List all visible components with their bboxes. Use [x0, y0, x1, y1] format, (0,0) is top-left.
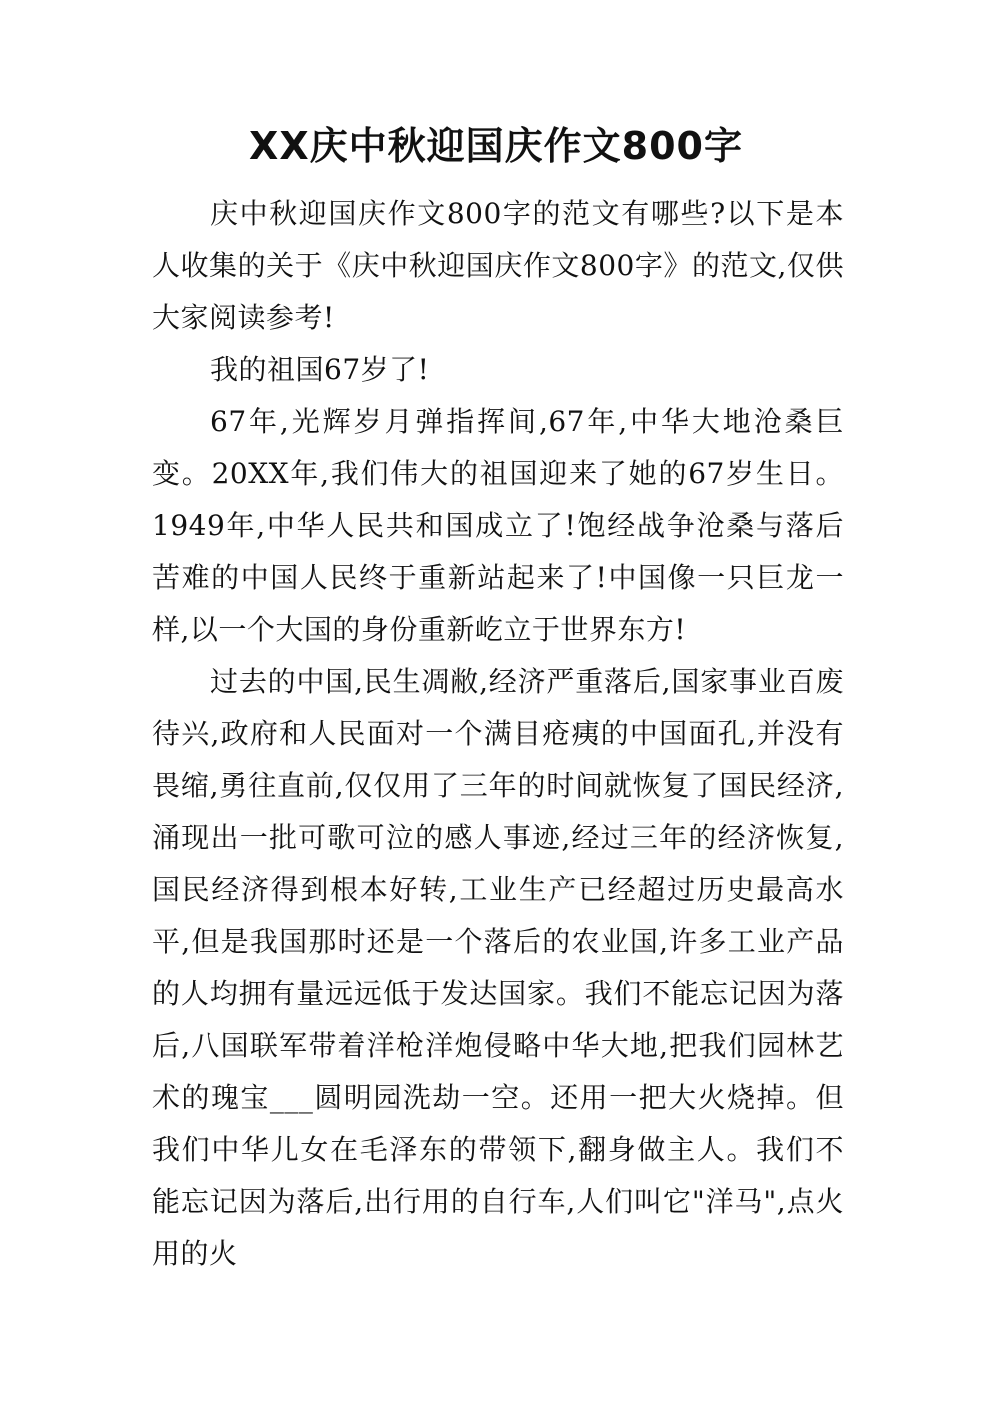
- paragraph-age: 我的祖国67岁了!: [210, 353, 430, 386]
- document-title: XX庆中秋迎国庆作文800字: [249, 124, 743, 168]
- paragraph-past: 过去的中国,民生凋敝,经济严重落后,国家事业百废待兴,政府和人民面对一个满目疮痍的中国面孔,并没有畏缩,勇往直前,仅仅用了三年的时间就恢复了国民经济,涌现出一批可歌可泣的感人事迹,经过三年的经济恢复,国民经济得到根本好转,工业生产已经超过历史最高水平,但是我国那时还是一个落后的农业国,许多工业产品的人均拥有量远远低于发达国家。我们不能忘记因为落后,八国联军带着洋枪洋炮侵略中华大地,把我们园林艺术的瑰宝___圆明园洗劫一空。还用一把大火烧掉。但我们中华儿女在毛泽东的带领下,翻身做主人。我们不能忘记因为落后,出行用的自行车,人们叫它"洋马",点火用的火: [152, 665, 844, 1270]
- paragraph-history: 67年,光辉岁月弹指挥间,67年,中华大地沧桑巨变。20XX年,我们伟大的祖国迎来了她的67岁生日。 1949年,中华人民共和国成立了!饱经战争沧桑与落后苦难的中国人民终于重新站起来了!中国像一只巨龙一样,以一个大国的身份重新屹立于世界东方!: [152, 405, 844, 646]
- paragraph-intro: 庆中秋迎国庆作文800字的范文有哪些?以下是本人收集的关于《庆中秋迎国庆作文800字》的范文,仅供大家阅读参考!: [152, 197, 844, 334]
- document-body: [152, 188, 844, 1280]
